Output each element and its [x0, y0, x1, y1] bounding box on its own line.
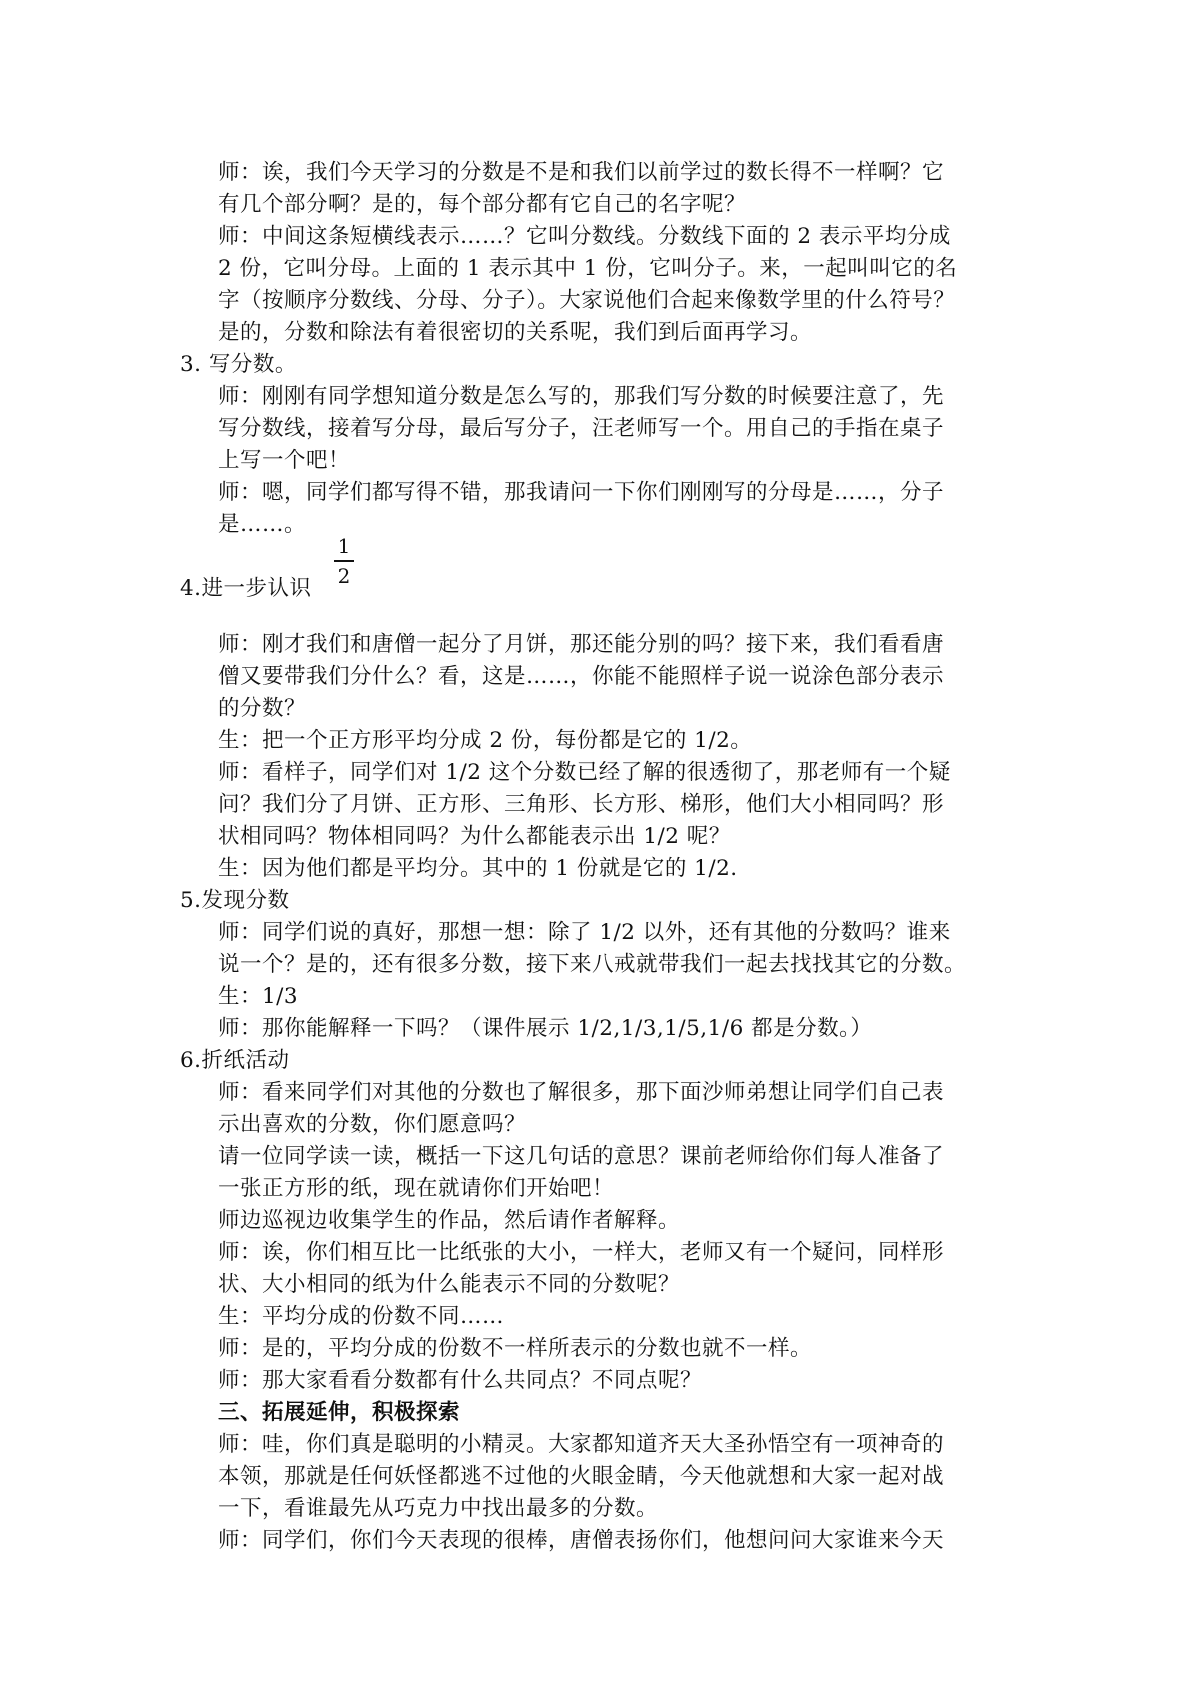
text-line: 本领，那就是任何妖怪都逃不过他的火眼金睛，今天他就想和大家一起对战 — [218, 1464, 945, 1489]
text-line: 生：把一个正方形平均分成 2 份，每份都是它的 1/2。 — [218, 728, 753, 753]
text-line: 说一个？是的，还有很多分数，接下来八戒就带我们一起去找找其它的分数。 — [218, 952, 967, 977]
section-heading: 6.折纸活动 — [180, 1048, 290, 1073]
fraction-numerator: 1 — [337, 534, 351, 558]
text-line: 字（按顺序分数线、分母、分子）。大家说他们合起来像数学里的什么符号？ — [218, 288, 956, 313]
text-line: 问？我们分了月饼、正方形、三角形、长方形、梯形，他们大小相同吗？形 — [218, 792, 945, 817]
text-line: 师：刚刚有同学想知道分数是怎么写的，那我们写分数的时候要注意了，先 — [218, 384, 945, 409]
text-line: 师：刚才我们和唐僧一起分了月饼，那还能分别的吗？接下来，我们看看唐 — [218, 632, 945, 657]
text-line: 师：中间这条短横线表示……？它叫分数线。分数线下面的 2 表示平均分成 — [218, 224, 951, 249]
text-line: 师：那大家看看分数都有什么共同点？不同点呢？ — [218, 1368, 703, 1393]
text-line: 师：哇，你们真是聪明的小精灵。大家都知道齐天大圣孙悟空有一项神奇的 — [218, 1432, 945, 1457]
text-line: 师：看样子，同学们对 1/2 这个分数已经了解的很透彻了，那老师有一个疑 — [218, 760, 951, 785]
text-line: 示出喜欢的分数，你们愿意吗？ — [218, 1112, 527, 1137]
text-line: 生：1/3 — [218, 984, 299, 1009]
text-line: 师：诶，我们今天学习的分数是不是和我们以前学过的数长得不一样啊？它 — [218, 160, 945, 185]
text-line: 师：同学们，你们今天表现的很棒，唐僧表扬你们，他想问问大家谁来今天 — [218, 1528, 945, 1553]
text-line: 师：嗯，同学们都写得不错，那我请问一下你们刚刚写的分母是……，分子 — [218, 480, 945, 505]
fraction-denominator: 2 — [337, 563, 351, 588]
fraction-bar — [334, 560, 354, 562]
fraction-one-half — [334, 534, 354, 588]
text-line: 生：平均分成的份数不同…… — [218, 1304, 505, 1329]
text-line: 一张正方形的纸，现在就请你们开始吧！ — [218, 1176, 615, 1201]
text-line: 僧又要带我们分什么？看，这是……，你能不能照样子说一说涂色部分表示 — [218, 664, 945, 689]
text-line: 是……。 — [218, 512, 307, 537]
text-line: 师：诶，你们相互比一比纸张的大小，一样大，老师又有一个疑问，同样形 — [218, 1240, 945, 1265]
text-line: 是的，分数和除法有着很密切的关系呢，我们到后面再学习。 — [218, 320, 813, 345]
text-line: 状、大小相同的纸为什么能表示不同的分数呢？ — [218, 1272, 681, 1297]
section-heading: 5.发现分数 — [180, 888, 290, 913]
text-line: 2 份，它叫分母。上面的 1 表示其中 1 份，它叫分子。来，一起叫叫它的名 — [218, 256, 958, 281]
text-line: 一下，看谁最先从巧克力中找出最多的分数。 — [218, 1496, 659, 1521]
text-line: 师：那你能解释一下吗？（课件展示 1/2,1/3,1/5,1/6 都是分数。） — [218, 1016, 873, 1041]
text-line: 上写一个吧！ — [218, 448, 351, 473]
section-heading: 3. 写分数。 — [180, 352, 297, 377]
text-line: 师边巡视边收集学生的作品，然后请作者解释。 — [218, 1208, 681, 1233]
text-line: 生：因为他们都是平均分。其中的 1 份就是它的 1/2. — [218, 856, 738, 881]
section-heading: 4.进一步认识 — [180, 576, 312, 601]
text-line: 师：同学们说的真好，那想一想：除了 1/2 以外，还有其他的分数吗？谁来 — [218, 920, 951, 945]
text-line: 写分数线，接着写分母，最后写分子，汪老师写一个。用自己的手指在桌子 — [218, 416, 945, 441]
text-line: 的分数？ — [218, 696, 307, 721]
section-heading-bold: 三、拓展延伸，积极探索 — [218, 1400, 461, 1425]
text-line: 师：看来同学们对其他的分数也了解很多，那下面沙师弟想让同学们自己表 — [218, 1080, 945, 1105]
text-line: 师：是的，平均分成的份数不一样所表示的分数也就不一样。 — [218, 1336, 813, 1361]
text-line: 有几个部分啊？是的，每个部分都有它自己的名字呢？ — [218, 192, 747, 217]
text-line: 请一位同学读一读，概括一下这几句话的意思？课前老师给你们每人准备了 — [218, 1144, 945, 1169]
text-line: 状相同吗？物体相同吗？为什么都能表示出 1/2 呢？ — [218, 824, 731, 849]
